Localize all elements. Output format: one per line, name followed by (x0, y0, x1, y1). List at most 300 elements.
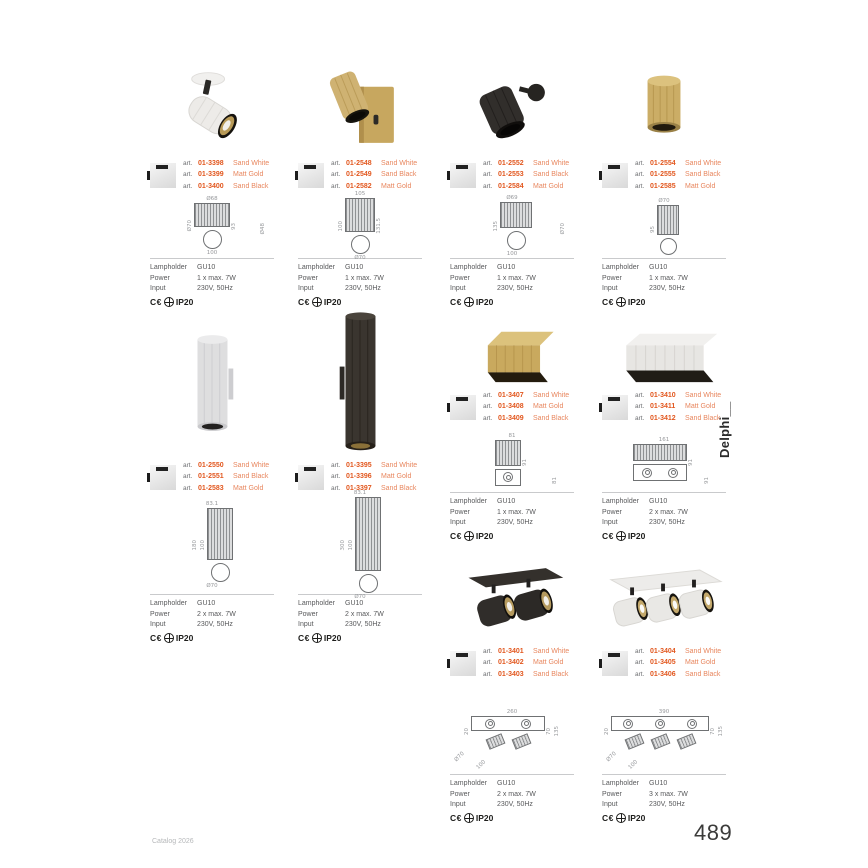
article-row (331, 471, 417, 483)
art-number: 01-3410 (650, 391, 676, 399)
spec-label: Input (150, 285, 166, 292)
wall-tube-image (153, 312, 271, 456)
product-card (450, 556, 574, 823)
spec-label: Lampholder (150, 600, 187, 607)
tall-wall-tube-image (301, 312, 419, 456)
spec-row (150, 284, 274, 295)
dimension-label: Ø69 (506, 195, 518, 201)
ce-mark-icon: C€ (602, 296, 614, 307)
globe-cert-icon (616, 531, 626, 541)
art-finish: Sand White (533, 647, 570, 655)
article-row (635, 413, 721, 425)
article-row (183, 483, 269, 495)
dimension-label: 300 (340, 539, 346, 551)
article-row (483, 669, 569, 681)
art-finish: Sand Black (381, 484, 417, 492)
product-photo (298, 62, 422, 154)
dimension-diagram (298, 490, 422, 600)
spec-value: 230V, 50Hz (649, 801, 685, 808)
diagram-graphic (345, 198, 375, 254)
ip-rating: IP20 (475, 296, 494, 307)
spec-row (450, 800, 574, 811)
art-number: 01-3405 (650, 659, 676, 667)
product-card (450, 322, 574, 544)
art-number: 01-3400 (198, 182, 224, 190)
dimension-label: 93 (231, 222, 237, 230)
dimension-label: 100 (200, 539, 206, 551)
spec-value: GU10 (649, 780, 668, 787)
spec-value: 2 x max. 7W (497, 790, 536, 798)
spec-label: Lampholder (298, 264, 335, 271)
certification-row (450, 531, 574, 541)
article-row (635, 669, 721, 681)
ce-mark-icon: C€ (450, 296, 462, 307)
ce-mark-icon: C€ (450, 812, 462, 823)
article-row (331, 483, 417, 495)
art-prefix: art. (635, 171, 645, 179)
art-finish: Matt Gold (685, 659, 716, 667)
dimension-label: 70 (546, 728, 552, 735)
globe-cert-icon (464, 531, 474, 541)
article-row (635, 158, 721, 170)
spec-value: 230V, 50Hz (197, 285, 233, 292)
ce-mark-icon: C€ (298, 632, 310, 643)
ce-mark-icon: C€ (602, 530, 614, 541)
page-number: 489 (694, 820, 733, 845)
ip-rating: IP20 (323, 296, 342, 307)
product-photo (450, 62, 574, 154)
round-top-view (660, 238, 677, 255)
spec-label: Input (298, 285, 314, 292)
dimension-label: 70 (710, 728, 716, 735)
collection-label: Delphi__ (717, 401, 732, 458)
spec-value: 230V, 50Hz (345, 285, 381, 292)
mounting-box-thumbnail (150, 163, 176, 188)
article-row (331, 181, 417, 193)
round-top-view (211, 563, 230, 582)
dimension-label: 100 (506, 251, 518, 257)
dimension-label: 390 (658, 709, 670, 715)
article-row (183, 158, 269, 170)
dimension-label: Ø68 (206, 196, 218, 202)
certification-row (602, 297, 726, 307)
art-prefix: art. (183, 473, 193, 481)
dimension-diagram (150, 496, 274, 594)
art-number: 01-2551 (198, 473, 224, 481)
article-row (183, 471, 269, 483)
art-number: 01-2553 (498, 171, 524, 179)
diagram-graphic (207, 508, 233, 582)
article-row (483, 181, 569, 193)
ip-rating: IP20 (475, 530, 494, 541)
spec-label: Input (602, 801, 618, 808)
body-section (207, 508, 233, 560)
globe-cert-icon (616, 813, 626, 823)
spec-label: Lampholder (150, 264, 187, 271)
spec-label: Power (602, 790, 622, 798)
art-prefix: art. (183, 182, 193, 190)
article-row (183, 181, 269, 193)
art-finish: Matt Gold (533, 403, 564, 411)
spec-row (150, 274, 274, 285)
art-prefix: art. (331, 159, 341, 167)
art-prefix: art. (331, 484, 341, 492)
spec-value: GU10 (197, 600, 216, 607)
product-card (602, 322, 726, 544)
art-number: 01-2554 (650, 159, 676, 167)
article-row (483, 390, 569, 402)
dimension-label: 100 (475, 759, 488, 771)
ip-rating: IP20 (175, 632, 194, 643)
ce-mark-icon: C€ (150, 296, 162, 307)
body-section (345, 198, 375, 232)
product-photo (602, 62, 726, 154)
spec-label: Lampholder (450, 498, 487, 505)
article-list (150, 458, 274, 496)
spec-value: GU10 (345, 600, 364, 607)
globe-cert-icon (164, 297, 174, 307)
spec-label: Input (602, 519, 618, 526)
spec-label: Input (450, 285, 466, 292)
article-row (635, 646, 721, 658)
spec-value: 2 x max. 7W (345, 610, 384, 618)
art-number: 01-2583 (198, 484, 224, 492)
product-card (602, 62, 726, 310)
diagram-graphic (194, 203, 230, 249)
dimension-label: 20 (604, 728, 610, 735)
dimension-label: Ø70 (354, 255, 366, 261)
catalog-column-3 (450, 62, 574, 823)
spec-value: 230V, 50Hz (497, 285, 533, 292)
round-top-view (203, 230, 222, 249)
spec-row (150, 263, 274, 274)
art-finish: Sand White (381, 461, 418, 469)
art-finish: Sand Black (233, 473, 269, 481)
dimension-label: Ø48 (260, 223, 266, 235)
art-prefix: art. (331, 171, 341, 179)
art-number: 01-3401 (498, 647, 524, 655)
art-number: 01-2550 (198, 461, 224, 469)
globe-cert-icon (464, 297, 474, 307)
body-section (657, 205, 679, 235)
product-card (298, 62, 422, 310)
dimension-label: 135 (493, 220, 499, 232)
spec-value: GU10 (649, 498, 668, 505)
spec-row (298, 263, 422, 274)
art-finish: Sand White (233, 159, 270, 167)
art-prefix: art. (635, 391, 645, 399)
spec-table (602, 492, 726, 529)
spec-label: Power (150, 274, 170, 282)
art-prefix: art. (183, 171, 193, 179)
body-section (194, 203, 230, 227)
article-row (483, 413, 569, 425)
spec-row (450, 779, 574, 790)
ip-rating: IP20 (175, 296, 194, 307)
product-photo (450, 556, 574, 642)
dimension-label: 100 (627, 759, 640, 771)
spec-label: Lampholder (450, 264, 487, 271)
art-prefix: art. (635, 414, 645, 422)
spec-row (602, 779, 726, 790)
spec-value: 1 x max. 7W (197, 274, 236, 282)
spec-value: GU10 (345, 264, 364, 271)
product-card (602, 556, 726, 823)
article-row (483, 158, 569, 170)
spec-value: 3 x max. 7W (649, 790, 688, 798)
art-finish: Matt Gold (233, 171, 264, 179)
spec-row (150, 610, 274, 621)
triple-spot-bar-image (605, 558, 723, 642)
spec-value: GU10 (649, 264, 668, 271)
globe-cert-icon (312, 297, 322, 307)
dimension-label: 100 (338, 220, 344, 232)
mounting-box-thumbnail (602, 651, 628, 676)
dimension-diagram (450, 194, 574, 258)
spec-label: Power (298, 274, 318, 282)
art-prefix: art. (635, 670, 645, 678)
certification-row (450, 297, 574, 307)
art-prefix: art. (483, 391, 493, 399)
dimension-diagram (150, 194, 274, 258)
globe-cert-icon (616, 297, 626, 307)
spec-row (298, 274, 422, 285)
art-finish: Sand White (685, 647, 722, 655)
round-top-view (507, 231, 526, 250)
art-finish: Sand White (381, 159, 418, 167)
art-prefix: art. (183, 484, 193, 492)
art-number: 01-3395 (346, 461, 372, 469)
tilted-heads-view (487, 736, 530, 747)
ce-mark-icon: C€ (602, 812, 614, 823)
gold-cube-image (453, 324, 571, 386)
wall-plate-spot-image (301, 62, 419, 154)
body-section (500, 202, 532, 228)
spec-value: 230V, 50Hz (497, 519, 533, 526)
product-photo (298, 310, 422, 456)
art-number: 01-2548 (346, 159, 372, 167)
globe-cert-icon (464, 813, 474, 823)
art-finish: Matt Gold (381, 473, 412, 481)
square-top-view (495, 469, 521, 486)
dimension-label: 260 (506, 709, 518, 715)
art-finish: Matt Gold (381, 182, 412, 190)
ip-rating: IP20 (475, 812, 494, 823)
art-finish: Sand White (533, 391, 570, 399)
product-photo (150, 62, 274, 154)
catalog-column-1 (150, 62, 274, 645)
certification-row (150, 297, 274, 307)
dimension-label: Ø70 (354, 594, 366, 600)
product-card (150, 62, 274, 310)
art-finish: Sand White (685, 159, 722, 167)
adjustable-spot-image (453, 62, 571, 154)
art-prefix: art. (483, 659, 493, 667)
ce-mark-icon: C€ (450, 530, 462, 541)
art-prefix: art. (635, 403, 645, 411)
spec-row (602, 263, 726, 274)
article-row (331, 158, 417, 170)
article-list (298, 156, 422, 194)
article-row (183, 169, 269, 181)
art-number: 01-3397 (346, 484, 372, 492)
dimension-label: 81 (552, 477, 558, 484)
article-list (602, 644, 726, 682)
art-number: 01-2549 (346, 171, 372, 179)
art-number: 01-2585 (650, 182, 676, 190)
art-number: 01-3412 (650, 414, 676, 422)
body-section (495, 440, 521, 466)
dimension-label: 100 (348, 539, 354, 551)
ceiling-cylinder-image (605, 62, 723, 154)
ip-rating: IP20 (627, 812, 646, 823)
dimension-diagram (298, 191, 422, 261)
product-photo (602, 556, 726, 642)
spec-table (602, 774, 726, 811)
mounting-box-thumbnail (602, 163, 628, 188)
art-finish: Matt Gold (233, 484, 264, 492)
art-number: 01-3409 (498, 414, 524, 422)
spec-label: Lampholder (602, 498, 639, 505)
art-finish: Sand Black (533, 414, 569, 422)
dimension-label: 91 (688, 459, 694, 466)
recessed-spot-image (153, 62, 271, 154)
article-list (450, 156, 574, 194)
art-prefix: art. (331, 461, 341, 469)
dimension-label: Ø70 (605, 750, 618, 764)
bar-top-view (471, 716, 545, 731)
dimension-label: 135 (718, 726, 724, 737)
art-finish: Sand Black (533, 171, 569, 179)
certification-row (298, 633, 422, 643)
diagram-graphic (657, 205, 679, 255)
spec-value: 230V, 50Hz (197, 621, 233, 628)
spec-label: Power (150, 610, 170, 618)
art-prefix: art. (635, 647, 645, 655)
body-section (633, 444, 687, 461)
diagram-graphic (611, 716, 709, 747)
art-finish: Sand Black (381, 171, 417, 179)
dimension-diagram (602, 682, 726, 774)
art-prefix: art. (635, 659, 645, 667)
art-number: 01-3404 (650, 647, 676, 655)
mounting-box-thumbnail (298, 465, 324, 490)
body-section (355, 497, 381, 571)
dimension-diagram (450, 682, 574, 774)
art-number: 01-2584 (498, 182, 524, 190)
article-list (150, 156, 274, 194)
spec-label: Lampholder (602, 780, 639, 787)
art-number: 01-3403 (498, 670, 524, 678)
dimension-label: 135 (554, 726, 560, 737)
mounting-box-thumbnail (150, 465, 176, 490)
art-prefix: art. (483, 171, 493, 179)
dimension-diagram (450, 426, 574, 492)
dimension-label: Ø70 (206, 583, 218, 589)
art-prefix: art. (483, 403, 493, 411)
spec-row (602, 518, 726, 529)
art-prefix: art. (483, 159, 493, 167)
article-row (483, 169, 569, 181)
product-photo (602, 322, 726, 386)
dimension-diagram (602, 426, 726, 492)
spec-label: Input (602, 285, 618, 292)
dimension-label: 91 (522, 459, 528, 466)
mounting-box-thumbnail (602, 395, 628, 420)
spec-row (602, 274, 726, 285)
dimension-diagram (602, 194, 726, 258)
spec-value: 230V, 50Hz (497, 801, 533, 808)
spec-value: 1 x max. 7W (345, 274, 384, 282)
spec-row (450, 274, 574, 285)
spec-row (150, 620, 274, 631)
mounting-box-thumbnail (450, 395, 476, 420)
catalog-column-2 (298, 62, 422, 645)
globe-cert-icon (164, 633, 174, 643)
spec-label: Lampholder (602, 264, 639, 271)
certification-row (298, 297, 422, 307)
spec-value: 230V, 50Hz (649, 519, 685, 526)
ip-rating: IP20 (627, 530, 646, 541)
spec-label: Input (298, 621, 314, 628)
catalog-column-4 (602, 62, 726, 823)
art-prefix: art. (483, 414, 493, 422)
spec-table (602, 258, 726, 295)
art-finish: Sand White (533, 159, 570, 167)
spec-row (602, 800, 726, 811)
product-photo (450, 322, 574, 386)
art-prefix: art. (183, 461, 193, 469)
article-row (635, 181, 721, 193)
article-list (602, 388, 726, 426)
square-top-view (633, 464, 687, 481)
round-top-view (359, 574, 378, 593)
art-finish: Sand Black (233, 182, 269, 190)
dimension-label: 105 (354, 191, 366, 197)
spec-label: Input (450, 519, 466, 526)
article-row (635, 169, 721, 181)
article-row (635, 657, 721, 669)
globe-cert-icon (312, 633, 322, 643)
double-spot-bar-image (453, 558, 571, 642)
spec-label: Power (450, 790, 470, 798)
product-card (298, 310, 422, 645)
art-finish: Sand Black (685, 171, 721, 179)
catalog-edition-label: Catalog 2026 (152, 838, 194, 845)
art-prefix: art. (635, 182, 645, 190)
tilted-heads-view (626, 736, 695, 747)
certification-row (602, 531, 726, 541)
art-number: 01-3396 (346, 473, 372, 481)
spec-row (450, 790, 574, 801)
article-row (635, 401, 721, 413)
art-prefix: art. (183, 159, 193, 167)
spec-row (450, 284, 574, 295)
ce-mark-icon: C€ (298, 296, 310, 307)
dimension-label: 83.1 (353, 490, 367, 496)
article-list (450, 388, 574, 426)
dimension-label: 95 (650, 226, 656, 233)
dimension-label: 81 (508, 432, 516, 439)
spec-row (298, 620, 422, 631)
dimension-label: 83.1 (205, 501, 219, 507)
article-row (331, 169, 417, 181)
mounting-box-thumbnail (450, 651, 476, 676)
spec-label: Power (450, 274, 470, 282)
art-number: 01-2552 (498, 159, 524, 167)
spec-table (150, 594, 274, 631)
spec-label: Lampholder (450, 780, 487, 787)
